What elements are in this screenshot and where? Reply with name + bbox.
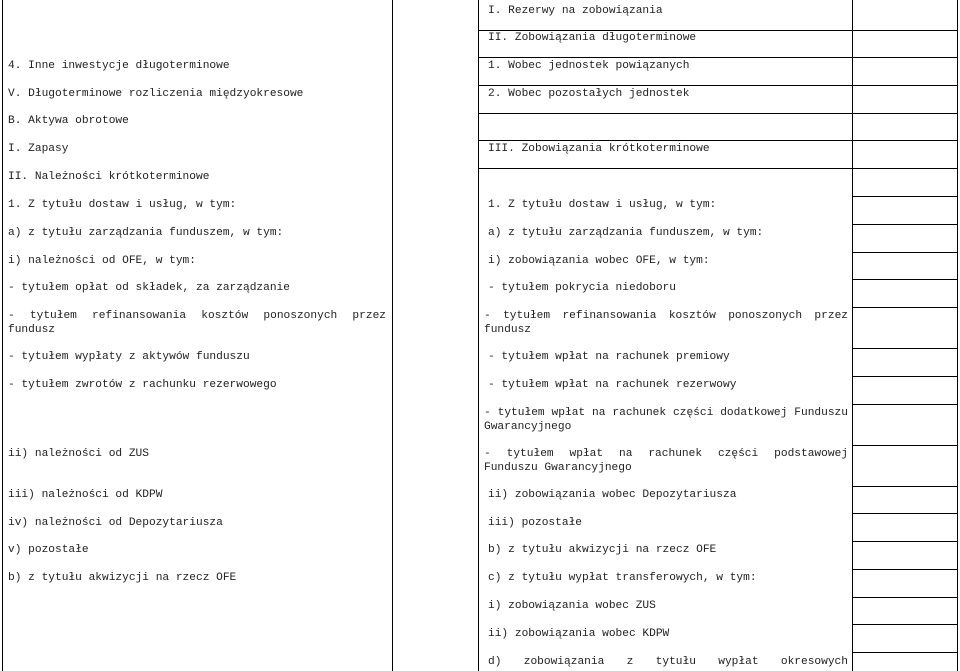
left-row: b) z tytułu akwizycji na rzecz OFE xyxy=(8,572,237,584)
right-row: I. Rezerwy na zobowiązania xyxy=(488,5,663,17)
right-value-divider xyxy=(852,486,958,487)
left-row: iii) należności od KDPW xyxy=(8,489,163,501)
right-row: ii) zobowiązania wobec KDPW xyxy=(488,628,670,640)
right-row: ii) zobowiązania wobec Depozytariusza xyxy=(488,489,737,501)
left-row: 1. Z tytułu dostaw i usług, w tym: xyxy=(8,199,237,211)
right-value-divider xyxy=(852,348,958,349)
right-row: - tytułem wpłat na rachunek premiowy xyxy=(488,351,730,363)
right-value-divider xyxy=(852,404,958,405)
right-row: - tytułem pokrycia niedoboru xyxy=(488,282,676,294)
right-row: 1. Z tytułu dostaw i usług, w tym: xyxy=(488,199,717,211)
right-value-divider xyxy=(852,224,958,225)
left-row: I. Zapasy xyxy=(8,143,69,155)
right-value-divider xyxy=(852,513,958,514)
right-row: 1. Wobec jednostek powiązanych xyxy=(488,60,690,72)
left-row: v) pozostałe xyxy=(8,544,89,556)
right-row: - tytułem wpłat na rachunek części podstawowej Funduszu Gwarancyjnego xyxy=(484,448,848,474)
right-row: i) zobowiązania wobec OFE, w tym: xyxy=(488,255,710,267)
right-value-divider xyxy=(852,279,958,280)
left-row: ii) należności od ZUS xyxy=(8,448,149,460)
right-row-divider xyxy=(478,57,958,58)
left-table-left-border xyxy=(2,0,3,671)
right-row: c) z tytułu wypłat transferowych, w tym: xyxy=(488,572,757,584)
right-row: 2. Wobec pozostałych jednostek xyxy=(488,88,690,100)
right-row: - tytułem refinansowania kosztów ponoszonych przez fundusz xyxy=(484,310,848,336)
left-row: B. Aktywa obrotowe xyxy=(8,115,129,127)
left-row: i) należności od OFE, w tym: xyxy=(8,255,196,267)
right-value-divider xyxy=(852,252,958,253)
left-row: a) z tytułu zarządzania funduszem, w tym: xyxy=(8,227,284,239)
right-value-divider xyxy=(852,624,958,625)
left-row: - tytułem wypłaty z aktywów funduszu xyxy=(8,351,250,363)
right-row: b) z tytułu akwizycji na rzecz OFE xyxy=(488,544,717,556)
right-value-divider xyxy=(852,445,958,446)
right-row: i) zobowiązania wobec ZUS xyxy=(488,600,656,612)
right-value-divider xyxy=(852,569,958,570)
left-row: - tytułem refinansowania kosztów ponoszonych przez fundusz xyxy=(8,310,386,336)
left-row: - tytułem opłat od składek, za zarządzanie xyxy=(8,282,290,294)
right-value-divider xyxy=(852,597,958,598)
right-value-divider xyxy=(852,376,958,377)
right-value-divider xyxy=(852,541,958,542)
right-value-divider xyxy=(852,307,958,308)
right-row: a) z tytułu zarządzania funduszem, w tym: xyxy=(488,227,764,239)
right-row: iii) pozostałe xyxy=(488,517,582,529)
right-row: d) zobowiązania z tytułu wypłat okresowych xyxy=(488,656,848,668)
right-row-divider xyxy=(478,85,958,86)
right-row: III. Zobowiązania krótkoterminowe xyxy=(488,143,710,155)
right-row-divider xyxy=(478,113,958,114)
right-table-mid-border xyxy=(852,0,853,671)
left-row: V. Długoterminowe rozliczenia międzyokresowe xyxy=(8,88,304,100)
right-row-divider xyxy=(478,140,958,141)
left-row: 4. Inne inwestycje długoterminowe xyxy=(8,60,230,72)
left-row: II. Należności krótkoterminowe xyxy=(8,171,210,183)
right-table-right-border xyxy=(957,0,958,671)
right-value-divider xyxy=(852,196,958,197)
right-table-left-border xyxy=(478,0,479,671)
right-row-divider xyxy=(478,168,958,169)
right-row: II. Zobowiązania długoterminowe xyxy=(488,32,697,44)
left-row: iv) należności od Depozytariusza xyxy=(8,517,223,529)
right-value-divider xyxy=(852,652,958,653)
right-row: - tytułem wpłat na rachunek rezerwowy xyxy=(488,379,737,391)
left-row: - tytułem zwrotów z rachunku rezerwowego xyxy=(8,379,277,391)
left-table-right-border xyxy=(392,0,393,671)
right-row: - tytułem wpłat na rachunek części dodatkowej Funduszu Gwarancyjnego xyxy=(484,407,848,433)
